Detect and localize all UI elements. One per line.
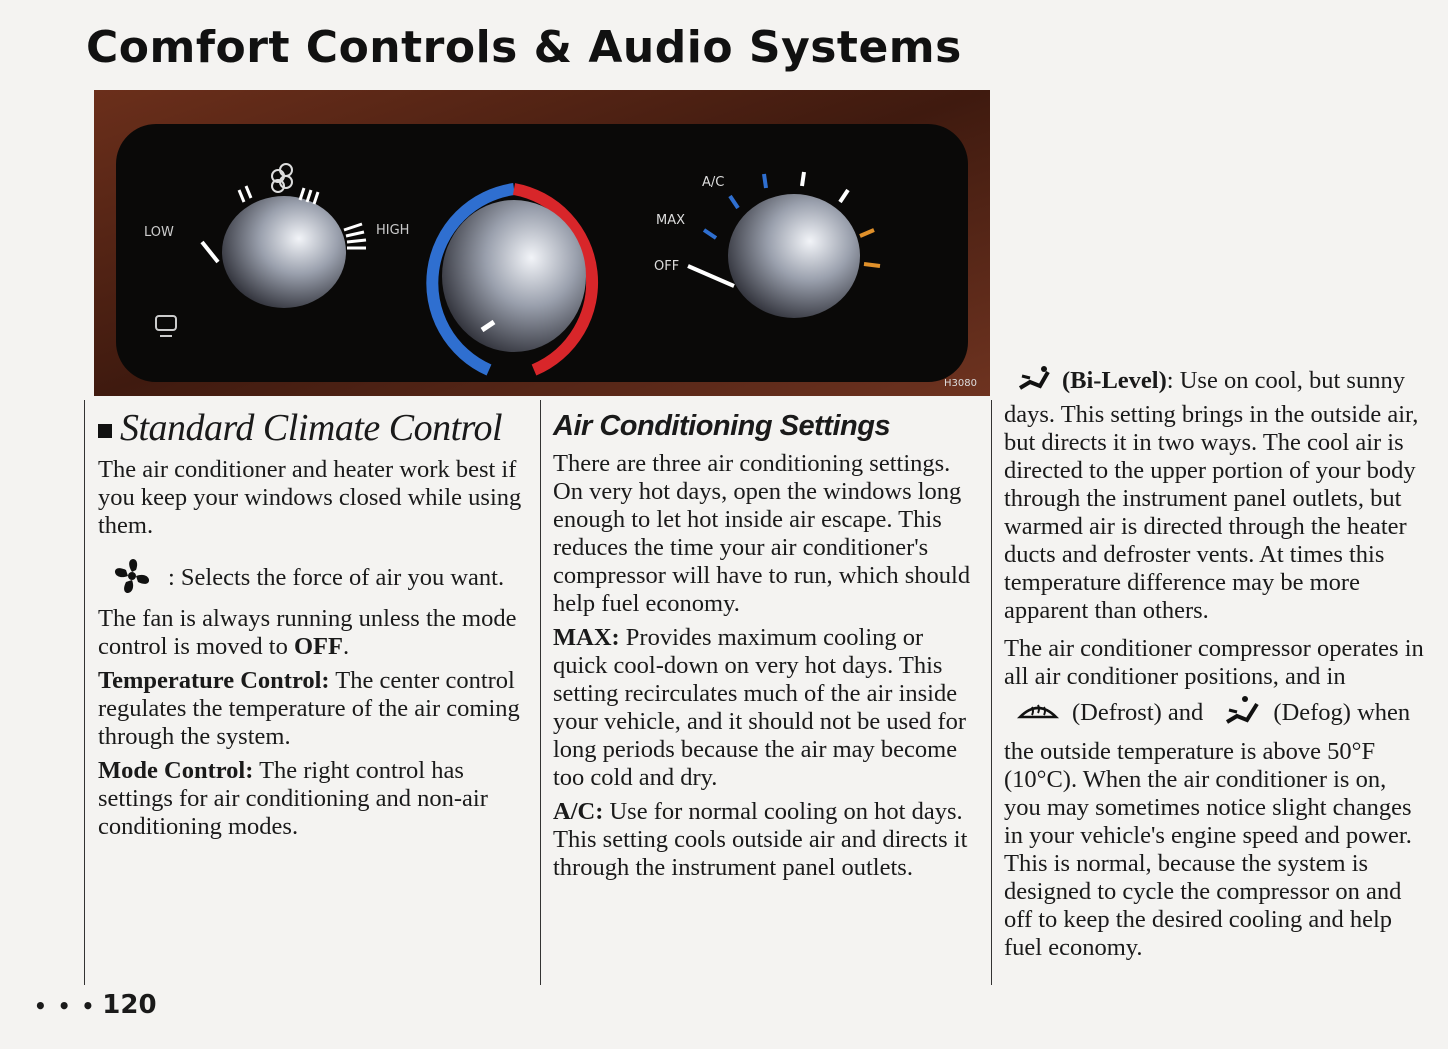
column-divider [540,400,541,985]
ac-paragraph: A/C: Use for normal cooling on hot days. This setting cools outside air and directs it through the instrument panel outlets. [553,798,968,881]
mode-paragraph: Mode Control: The right control has settings for air conditioning and non-air conditioning modes. [98,757,488,840]
figure-code: H3080 [944,378,977,389]
fan-paragraph: : Selects the force of air you want. The fan is always running unless the mode control is moved to OFF. [98,554,528,661]
climate-control-photo [94,90,990,396]
column-standard-climate [98,400,528,847]
column-bilevel [1004,364,1428,968]
max-paragraph: MAX: Provides maximum cooling or quick cool-down on very hot days. This setting recirculates much of the air inside your vehicle, and it should not be used for long periods because the air may become too cold and dry. [553,624,967,791]
low-label: LOW [144,225,174,240]
off-label: OFF [654,259,680,274]
column-ac-settings [553,400,983,888]
high-label: HIGH [376,223,410,238]
intro-paragraph: The air conditioner and heater work best if you keep your windows closed while using them. [98,456,522,539]
climate-panel-illustration [94,90,990,396]
compressor-paragraph: The air conditioner compressor operates in all air conditioner positions, and in (Defrost) and (Defog) when the outside temperature is above 50°F (10°C). When the air conditioner is on, you may sometimes notice slight changes in your vehicle's engine speed and power. This is normal, because the system is designed to cycle the compressor on and off to keep the desired cooling and help fuel economy. [1004,635,1424,961]
column-divider [84,400,85,985]
column-divider [991,400,992,985]
defog-icon [1223,694,1263,735]
bilevel-icon [1016,364,1052,401]
temperature-knob [432,189,592,370]
defrost-icon [1016,697,1060,732]
ac-label: A/C [702,175,725,190]
bilevel-paragraph: (Bi-Level): Use on cool, but sunny days. This setting brings in the outside air, but directs it in two ways. The cool air is directed to the upper portion of your body through the instrument panel outlets, but warmed air is directed through the heater ducts and defroster vents. At times this temperature difference may be more apparent than others. [1004,364,1428,625]
section-heading: Standard Climate Control [98,406,528,450]
page-number: • • • 120 [34,990,157,1020]
intro-paragraph: There are three air conditioning settings. On very hot days, open the windows long enough to let hot inside air escape. This reduces the time your air conditioner's compressor will have to run, which should help fuel economy. [553,450,971,617]
fan-icon [108,554,156,605]
max-label: MAX [656,213,686,228]
page-title: Comfort Controls & Audio Systems [86,22,962,73]
section-heading: Air Conditioning Settings [553,410,891,442]
temperature-paragraph: Temperature Control: The center control regulates the temperature of the air coming through the system. [98,667,520,750]
bullet-square-icon [98,424,112,438]
